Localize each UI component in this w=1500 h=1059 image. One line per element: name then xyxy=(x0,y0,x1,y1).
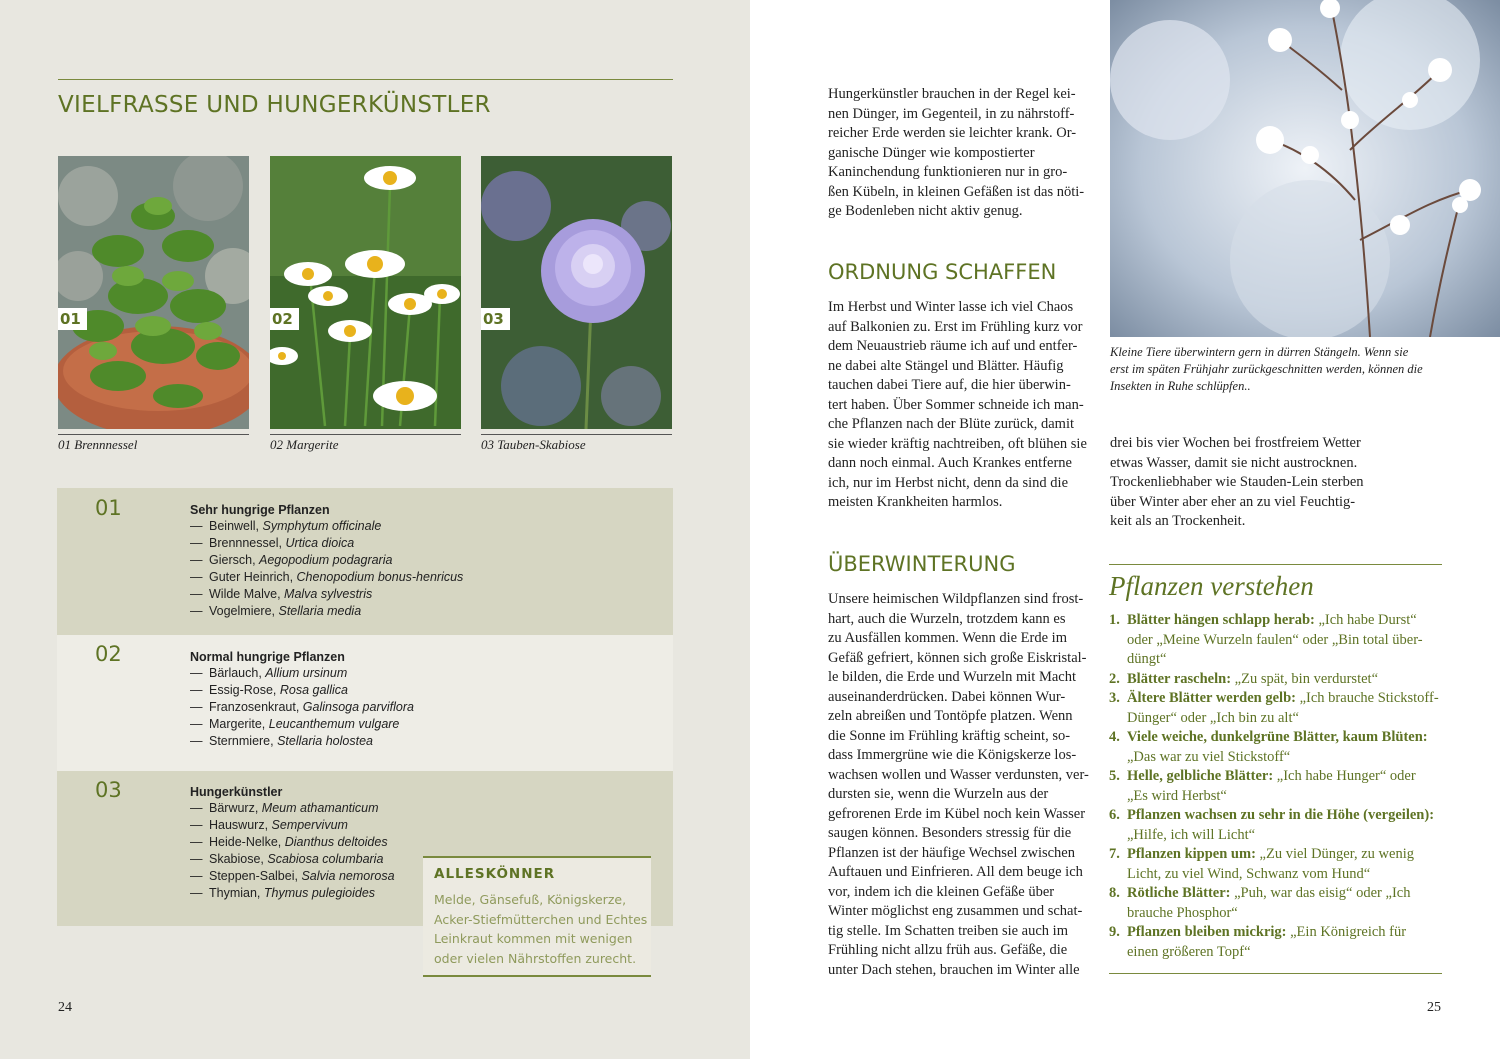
text-line: etwas Wasser, damit sie nicht austrocknen. xyxy=(1110,454,1358,471)
alleskoenner-title: ALLESKÖNNER xyxy=(434,866,556,882)
photo-caption xyxy=(1110,344,1470,395)
ordnung-paragraph xyxy=(828,298,1087,513)
text-line: ich, nur im Herbst nicht, denn da sind die xyxy=(828,474,1069,491)
list-item xyxy=(190,586,463,603)
plant-common-name: Essig-Rose, xyxy=(209,683,280,697)
list-item xyxy=(1109,689,1449,709)
alleskoenner-box xyxy=(423,856,651,977)
continued-paragraph xyxy=(1110,434,1364,532)
photo-badge: 03 xyxy=(481,308,510,330)
item-bold: Blätter hängen schlapp herab: xyxy=(1127,612,1315,628)
plant-common-name: Wilde Malve, xyxy=(209,587,285,601)
list-item-continuation xyxy=(1109,904,1449,924)
dash: — xyxy=(190,717,203,731)
plant-common-name: Sternmiere, xyxy=(209,734,278,748)
list-item xyxy=(1109,728,1449,748)
section-heading-ueberwinterung: ÜBERWINTERUNG xyxy=(828,552,1016,576)
item-text: „Puh, war das eisig“ oder „Ich xyxy=(1230,885,1411,901)
list-item-continuation xyxy=(1109,709,1449,729)
item-bold: Blätter rascheln: xyxy=(1127,670,1232,687)
plant-latin-name: Galinsoga parviflora xyxy=(302,700,414,714)
plant-latin-name: Thymus pulegioides xyxy=(263,886,376,900)
item-bold: Rötliche Blätter: xyxy=(1127,885,1231,901)
plant-common-name: Hauswurz, xyxy=(209,818,272,832)
scabiosa-photo-icon xyxy=(481,156,672,429)
text-line: dass Immergrüne wie die Königskerze los- xyxy=(828,747,1077,763)
photo-caption: 01 Brennnessel xyxy=(58,437,138,452)
group-title: Hungerkünstler xyxy=(190,785,283,799)
text-line: Trockenliebhaber wie Stauden-Lein sterben xyxy=(1110,474,1364,490)
intro-paragraph xyxy=(828,85,1084,222)
text-line: Melde, Gänsefuß, Königskerze, xyxy=(434,892,627,907)
item-text: „Es wird Herbst“ xyxy=(1127,787,1227,804)
text-line: über Winter aber eher an zu viel Feuchtig- xyxy=(1110,493,1356,510)
plant-common-name: Brennnessel, xyxy=(209,536,286,550)
item-text: düngt“ xyxy=(1127,651,1167,667)
list-item-continuation xyxy=(1109,943,1449,963)
dash: — xyxy=(190,869,203,883)
plant-common-name: Steppen-Salbei, xyxy=(209,869,302,883)
item-bold: Viele weiche, dunkelgrüne Blätter, kaum Blüten: xyxy=(1127,729,1428,745)
dash: — xyxy=(190,886,203,900)
item-text: „Ich brauche Stickstoff- xyxy=(1295,690,1439,706)
item-bold: Ältere Blätter werden gelb: xyxy=(1127,690,1296,706)
plant-common-name: Franzosenkraut, xyxy=(209,700,303,714)
section-heading-ordnung: ORDNUNG SCHAFFEN xyxy=(828,260,1057,284)
item-text: brauche Phosphor“ xyxy=(1127,904,1238,921)
item-bold: Pflanzen wachsen zu sehr in die Höhe (vergeilen): xyxy=(1127,807,1435,823)
photo-caption: 02 Margerite xyxy=(270,437,339,452)
photo-badge: 01 xyxy=(58,308,87,330)
dash: — xyxy=(190,683,203,697)
list-item xyxy=(1109,923,1449,943)
text-line: dursten sie, wenn die Wurzeln aus der xyxy=(828,786,1049,802)
list-item xyxy=(190,800,395,817)
text-line: gefrorenen Erde im Kübel noch kein Wasser xyxy=(828,805,1086,822)
item-number: 2. xyxy=(1109,670,1120,687)
text-line: dann noch einmal. Auch Krankes entferne xyxy=(828,455,1072,471)
plant-latin-name: Meum athamanticum xyxy=(261,801,379,815)
top-rule xyxy=(58,79,673,80)
text-line: sie wieder kräftig nachtreiben, oft blühen sie xyxy=(828,435,1087,452)
list-item xyxy=(190,603,463,620)
item-number: 6. xyxy=(1109,807,1120,823)
text-line: zu Ausfällen kommen. Wenn die Erde im xyxy=(828,630,1067,646)
page-heading: VIELFRASSE UND HUNGERKÜNSTLER xyxy=(58,92,491,118)
list-item-continuation xyxy=(1109,631,1449,651)
photo-badge: 02 xyxy=(270,308,299,330)
text-line: wachsen wollen und Wasser verdunsten, ver- xyxy=(828,766,1089,783)
text-line: vor, indem ich die kleinen Gefäße über xyxy=(828,883,1055,900)
item-number: 1. xyxy=(1109,612,1120,628)
plant-list xyxy=(190,665,414,750)
text-line: Frühling nicht allzu früh aus. Gefäße, die xyxy=(828,942,1068,958)
dash: — xyxy=(190,519,203,533)
plant-common-name: Bärwurz, xyxy=(209,801,262,815)
text-line: tig stelle. Im Schatten treiben sie auch im xyxy=(828,922,1068,939)
dash: — xyxy=(190,700,203,714)
box-title: Pflanzen verstehen xyxy=(1109,571,1314,601)
plant-latin-name: Rosa gallica xyxy=(279,683,348,697)
caption-rule xyxy=(58,434,249,435)
text-line: Auftauen und Einfrieren. All dem beuge ich xyxy=(828,864,1083,880)
text-line: le bilden, die Erde und Wurzeln mit Macht xyxy=(828,669,1076,685)
list-item-continuation xyxy=(1109,826,1449,846)
text-line: ßen Kübeln, in kleinen Gefäßen ist das nöti- xyxy=(828,183,1085,200)
group-band-02 xyxy=(57,635,673,771)
group-band-01 xyxy=(57,488,673,635)
page-number: 25 xyxy=(1427,1000,1441,1015)
plant-common-name: Vogelmiere, xyxy=(209,604,279,618)
plant-common-name: Thymian, xyxy=(209,886,264,900)
plant-common-name: Guter Heinrich, xyxy=(209,570,297,584)
text-line: Insekten in Ruhe schlüpfen.. xyxy=(1110,379,1251,393)
text-line: tauchen dabei Tiere auf, die hier überwin- xyxy=(828,377,1071,393)
dash: — xyxy=(190,734,203,748)
list-item xyxy=(190,817,395,834)
dash: — xyxy=(190,801,203,815)
text-line: ganische Dünger wie kompostierter xyxy=(828,144,1035,161)
plant-latin-name: Allium ursinum xyxy=(265,666,348,680)
alleskoenner-text xyxy=(434,890,649,968)
item-number: 5. xyxy=(1109,768,1120,784)
text-line: Kaninchendung funktionieren nur in gro- xyxy=(828,164,1068,180)
list-item xyxy=(190,733,414,750)
item-text: Licht, zu viel Wind, Schwanz vom Hund“ xyxy=(1127,865,1371,882)
plant-common-name: Heide-Nelke, xyxy=(209,835,285,849)
plant-latin-name: Stellaria media xyxy=(278,604,362,618)
item-text: einen größeren Topf“ xyxy=(1127,943,1251,960)
item-number: 7. xyxy=(1109,846,1120,862)
dash: — xyxy=(190,570,203,584)
item-text: „Ich habe Hunger“ oder xyxy=(1273,768,1416,784)
text-line: auf Balkonien zu. Erst im Frühling kurz vor xyxy=(828,318,1083,335)
dash: — xyxy=(190,587,203,601)
daisy-photo-icon xyxy=(270,156,461,429)
dash: — xyxy=(190,604,203,618)
plant-common-name: Beinwell, xyxy=(209,519,263,533)
dash: — xyxy=(190,553,203,567)
plant-latin-name: Malva sylvestris xyxy=(284,587,373,601)
text-line: die Sonne im Frühling kräftig scheint, so- xyxy=(828,727,1071,744)
item-text: „Hilfe, ich will Licht“ xyxy=(1127,826,1256,843)
list-item-continuation xyxy=(1109,787,1449,807)
text-line: Winter möglichst eng zusammen und schat- xyxy=(828,903,1083,919)
item-number: 4. xyxy=(1109,729,1120,745)
text-line: saugen können. Besonders stressig für die xyxy=(828,825,1072,841)
item-number: 8. xyxy=(1109,885,1120,901)
photo-scabiosa xyxy=(481,156,672,429)
plant-latin-name: Sempervivum xyxy=(271,818,348,832)
plant-common-name: Margerite, xyxy=(209,717,269,731)
item-bold: Helle, gelbliche Blätter: xyxy=(1127,768,1274,784)
plant-common-name: Bärlauch, xyxy=(209,666,266,680)
plant-signals-list xyxy=(1109,611,1449,962)
list-item xyxy=(190,682,414,699)
photo-caption: 03 Tauben-Skabiose xyxy=(481,437,586,452)
plant-latin-name: Symphytum officinale xyxy=(262,519,382,533)
text-line: ne dabei alte Stängel und Blätter. Häufig xyxy=(828,357,1064,374)
text-line: drei bis vier Wochen bei frostfreiem Wetter xyxy=(1110,435,1361,451)
plant-list xyxy=(190,518,463,620)
text-line: Unsere heimischen Wildpflanzen sind frost- xyxy=(828,591,1084,607)
text-line: Leinkraut kommen mit wenigen xyxy=(434,931,633,946)
group-number: 01 xyxy=(95,496,122,520)
text-line: Pflanzen ist der häufige Wechsel zwischen xyxy=(828,844,1075,861)
list-item xyxy=(1109,767,1449,787)
photo-snowy-stems xyxy=(1110,0,1500,337)
caption-rule xyxy=(481,434,672,435)
plant-latin-name: Stellaria holostea xyxy=(277,734,373,748)
item-bold: Pflanzen kippen um: xyxy=(1127,846,1256,862)
list-item xyxy=(190,552,463,569)
group-number: 03 xyxy=(95,778,122,802)
list-item xyxy=(190,716,414,733)
dash: — xyxy=(190,666,203,680)
group-title: Sehr hungrige Pflanzen xyxy=(190,503,330,517)
item-number: 3. xyxy=(1109,690,1120,706)
box-top-rule xyxy=(1109,564,1442,565)
text-line: meisten Krankheiten harmlos. xyxy=(828,494,1003,510)
text-line: Acker-Stiefmütterchen und Echtes xyxy=(434,911,648,927)
photo-daisy xyxy=(270,156,461,429)
list-item xyxy=(1109,670,1449,690)
text-line: ge Bodenleben nicht aktiv genug. xyxy=(828,203,1023,219)
plant-latin-name: Chenopodium bonus-henricus xyxy=(296,570,464,584)
list-item xyxy=(190,535,463,552)
list-item xyxy=(190,699,414,716)
text-line: Im Herbst und Winter lasse ich viel Chaos xyxy=(828,299,1074,315)
text-line: tert haben. Über Sommer schneide ich man- xyxy=(828,396,1084,413)
text-line: Gefäß gefriert, können sich große Eiskristal- xyxy=(828,649,1087,666)
list-item xyxy=(190,851,395,868)
plant-latin-name: Leucanthemum vulgare xyxy=(268,717,400,731)
plant-latin-name: Dianthus deltoides xyxy=(284,835,388,849)
photo-nettle xyxy=(58,156,249,429)
text-line: che Pflanzen nach der Blüte zurück, damit xyxy=(828,416,1074,432)
text-line: hart, auch die Wurzeln, trotzdem kann es xyxy=(828,610,1066,627)
text-line: dem Neuaustrieb räume ich auf und entfer- xyxy=(828,338,1078,354)
item-text: oder „Meine Wurzeln faulen“ oder „Bin total über- xyxy=(1127,631,1423,648)
list-item xyxy=(190,834,395,851)
dash: — xyxy=(190,835,203,849)
group-title: Normal hungrige Pflanzen xyxy=(190,650,345,664)
list-item-continuation xyxy=(1109,650,1449,670)
group-number: 02 xyxy=(95,642,122,666)
plant-latin-name: Aegopodium podagraria xyxy=(259,553,393,567)
snowy-stems-photo-icon xyxy=(1110,0,1500,337)
item-text: „Das war zu viel Stickstoff“ xyxy=(1127,748,1291,765)
list-item xyxy=(190,665,414,682)
box-bottom-rule xyxy=(1109,973,1442,974)
list-item-continuation xyxy=(1109,748,1449,768)
ueberwinterung-paragraph xyxy=(828,590,1089,980)
plant-common-name: Skabiose, xyxy=(209,852,268,866)
text-line: reicher Erde werden sie leichter krank. Or- xyxy=(828,125,1077,141)
text-line: nen Dünger, im Gegenteil, in zu nährstoff- xyxy=(828,105,1075,122)
list-item xyxy=(190,518,463,535)
dash: — xyxy=(190,852,203,866)
plant-latin-name: Scabiosa columbaria xyxy=(267,852,384,866)
list-item xyxy=(1109,884,1449,904)
item-text: Dünger“ oder „Ich bin zu alt“ xyxy=(1127,709,1299,726)
plant-latin-name: Salvia nemorosa xyxy=(301,869,395,883)
caption-rule xyxy=(270,434,461,435)
item-text: „Ein Königreich für xyxy=(1286,924,1407,940)
list-item-continuation xyxy=(1109,865,1449,885)
text-line: erst im späten Frühjahr zurückgeschnitten werden, können die xyxy=(1110,362,1423,376)
page-number: 24 xyxy=(58,1000,72,1015)
list-item xyxy=(190,569,463,586)
plant-latin-name: Urtica dioica xyxy=(285,536,355,550)
item-text: „Zu spät, bin verdurstet“ xyxy=(1231,670,1378,687)
text-line: Hungerkünstler brauchen in der Regel kei- xyxy=(828,86,1076,102)
text-line: zeln abreißen und Tontöpfe platzen. Wenn xyxy=(828,708,1073,724)
right-page xyxy=(750,0,1500,1059)
list-item xyxy=(190,868,395,885)
list-item xyxy=(190,885,395,902)
nettle-photo-icon xyxy=(58,156,249,429)
text-line: Kleine Tiere überwintern gern in dürren Stängeln. Wenn sie xyxy=(1110,345,1409,359)
list-item xyxy=(1109,806,1449,826)
text-line: unter Dach stehen, brauchen im Winter alle xyxy=(828,961,1080,978)
text-line: oder vielen Nährstoffen zurecht. xyxy=(434,950,637,966)
list-item xyxy=(1109,845,1449,865)
item-bold: Pflanzen bleiben mickrig: xyxy=(1127,924,1287,940)
text-line: keit als an Trockenheit. xyxy=(1110,513,1246,529)
text-line: auseinanderdrücken. Dabei können Wur- xyxy=(828,688,1066,705)
dash: — xyxy=(190,818,203,832)
item-text: „Zu viel Dünger, zu wenig xyxy=(1255,846,1414,862)
plant-common-name: Giersch, xyxy=(209,553,260,567)
item-text: „Ich habe Durst“ xyxy=(1314,612,1417,628)
list-item xyxy=(1109,611,1449,631)
plant-list xyxy=(190,800,395,902)
dash: — xyxy=(190,536,203,550)
item-number: 9. xyxy=(1109,924,1120,940)
